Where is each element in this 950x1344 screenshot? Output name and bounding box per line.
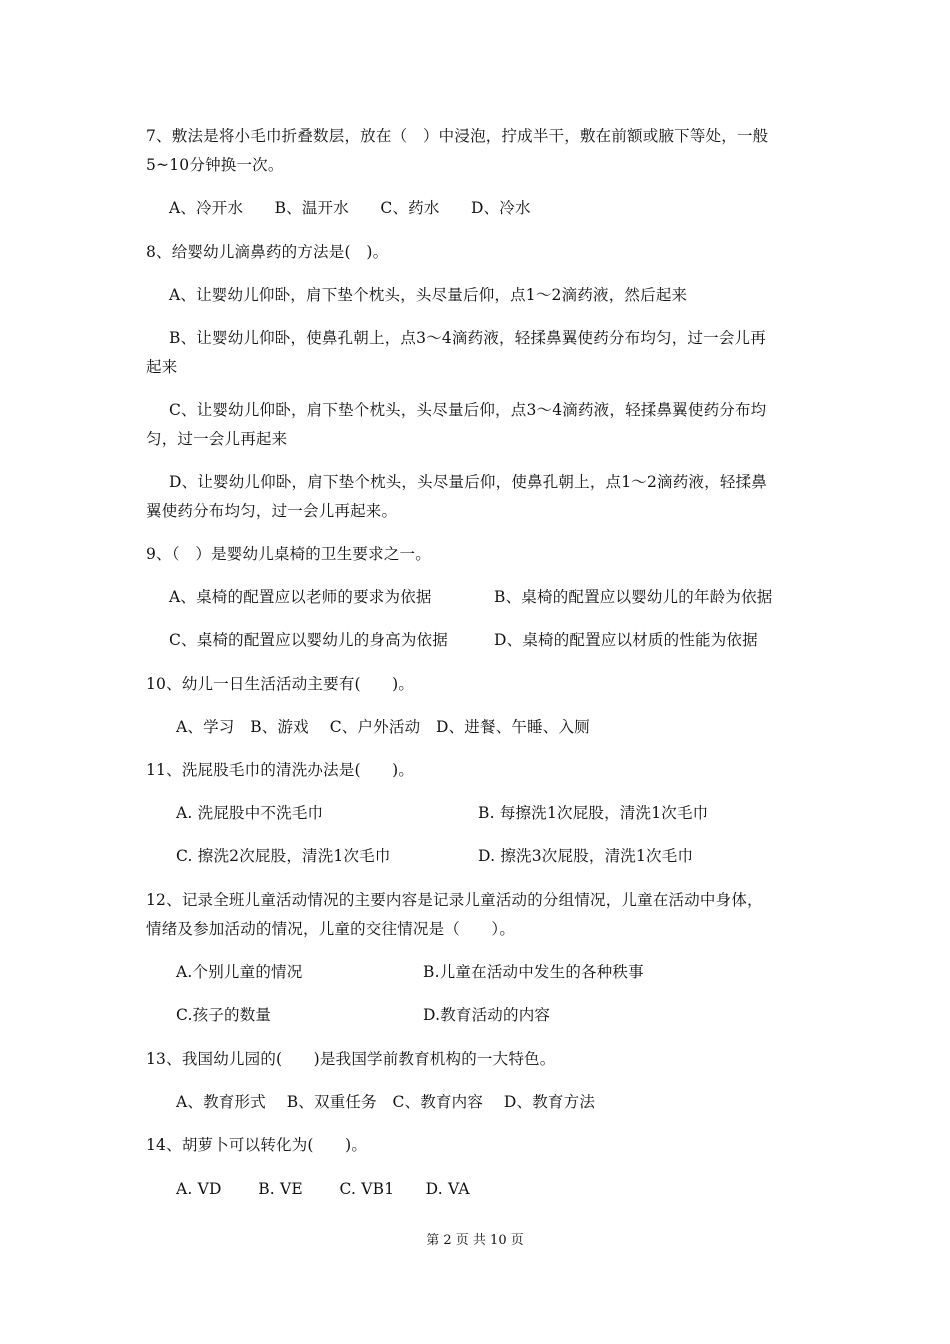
q8-option-b-line2: 起来 <box>146 358 178 376</box>
q8-option-d-line1: D、让婴幼儿仰卧，肩下垫个枕头，头尽量后仰，使鼻孔朝上，点1～2滴药液，轻揉鼻 <box>169 473 767 491</box>
q8-option-a: A、让婴幼儿仰卧，肩下垫个枕头，头尽量后仰，点1～2滴药液，然后起来 <box>169 286 688 304</box>
q11-option-b: B. 每擦洗1次屁股，清洗1次毛巾 <box>478 804 709 822</box>
q10-options: A、学习 B、游戏 C、户外活动 D、进餐、午睡、入厕 <box>176 718 590 736</box>
q8-option-c-line2: 匀，过一会儿再起来 <box>146 430 288 448</box>
q13-options: A、教育形式 B、双重任务 C、教育内容 D、教育方法 <box>176 1093 596 1111</box>
q9-option-d: D、桌椅的配置应以材质的性能为依据 <box>494 631 758 649</box>
q12-stem-line1: 12、记录全班儿童活动情况的主要内容是记录儿童活动的分组情况，儿童在活动中身体， <box>146 891 763 909</box>
q7-stem-line1: 7、敷法是将小毛巾折叠数层，放在（ ）中浸泡，拧成半干，敷在前额或腋下等处，一般 <box>146 127 769 145</box>
q8-option-b-line1: B、让婴幼儿仰卧，使鼻孔朝上，点3～4滴药液，轻揉鼻翼使药分布均匀，过一会儿再 <box>169 329 766 347</box>
q10-stem: 10、幼儿一日生活活动主要有( )。 <box>146 675 415 693</box>
q11-stem: 11、洗屁股毛巾的清洗办法是( )。 <box>146 761 415 779</box>
q12-option-c: C.孩子的数量 <box>176 1006 272 1024</box>
q12-option-a: A.个别儿童的情况 <box>176 963 303 981</box>
q9-option-a: A、桌椅的配置应以老师的要求为依据 <box>169 588 432 606</box>
q7-options: A、冷开水 B、温开水 C、药水 D、冷水 <box>169 199 531 217</box>
q8-option-d-line2: 翼使药分布均匀，过一会儿再起来。 <box>146 502 398 520</box>
q14-stem: 14、胡萝卜可以转化为( )。 <box>146 1136 368 1154</box>
page-number-footer: 第 2 页 共 10 页 <box>426 1233 524 1248</box>
q8-option-c-line1: C、让婴幼儿仰卧，肩下垫个枕头，头尽量后仰，点3～4滴药液，轻揉鼻翼使药分布均 <box>169 401 767 419</box>
q12-option-d: D.教育活动的内容 <box>423 1006 551 1024</box>
q12-option-b: B.儿童在活动中发生的各种秩事 <box>423 963 644 981</box>
q11-option-c: C. 擦洗2次屁股，清洗1次毛巾 <box>176 847 391 865</box>
q8-stem: 8、给婴幼儿滴鼻药的方法是( )。 <box>146 243 389 261</box>
q9-option-c: C、桌椅的配置应以婴幼儿的身高为依据 <box>169 631 448 649</box>
q9-option-b: B、桌椅的配置应以婴幼儿的年龄为依据 <box>494 588 773 606</box>
q12-stem-line2: 情绪及参加活动的情况，儿童的交往情况是（ ）。 <box>146 920 516 938</box>
q7-stem-line2: 5~10分钟换一次。 <box>146 156 284 174</box>
q11-option-a: A. 洗屁股中不洗毛巾 <box>176 804 324 822</box>
q13-stem: 13、我国幼儿园的( )是我国学前教育机构的一大特色。 <box>146 1050 556 1068</box>
q11-option-d: D. 擦洗3次屁股，清洗1次毛巾 <box>478 847 694 865</box>
q14-options: A. VD B. VE C. VB1 D. VA <box>176 1180 470 1198</box>
q9-stem: 9、（ ）是婴幼儿桌椅的卫生要求之一。 <box>146 545 431 563</box>
